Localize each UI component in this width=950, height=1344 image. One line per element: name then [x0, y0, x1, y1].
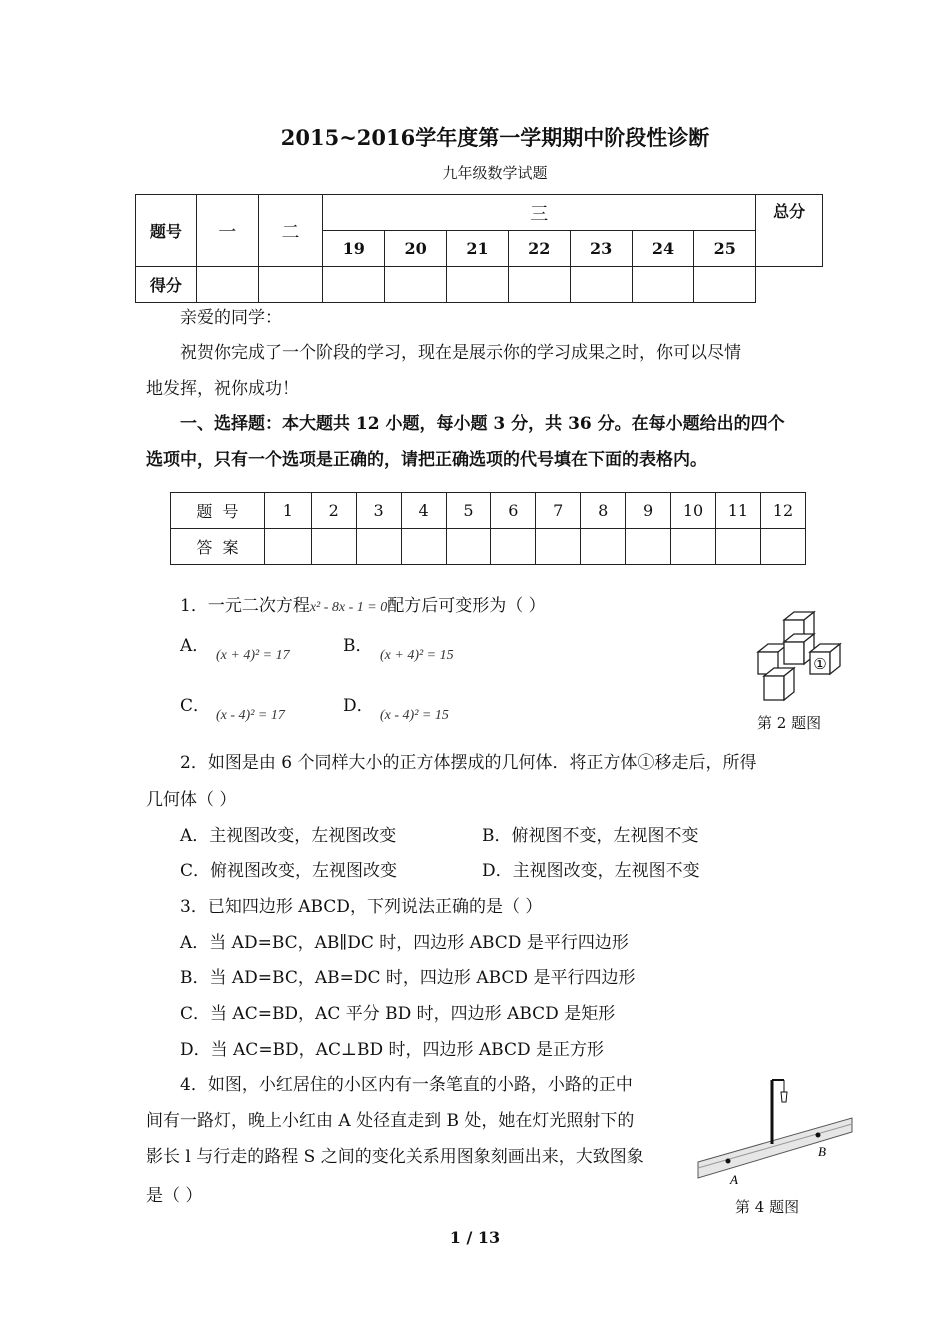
- answer-number: 2: [311, 493, 356, 529]
- q2-option-d: D．主视图改变，左视图不变: [482, 861, 700, 881]
- score-q22: 22: [508, 231, 570, 267]
- q2-option-b: B．俯视图不变，左视图不变: [482, 826, 699, 846]
- answer-cell: [536, 529, 581, 565]
- q1-option-d-label: D．: [343, 696, 374, 716]
- score-cell: [632, 267, 694, 303]
- q1-equation: x² - 8x - 1 = 0: [309, 600, 388, 615]
- q3-option-c: C．当 AC=BD，AC 平分 BD 时，四边形 ABCD 是矩形: [180, 1004, 616, 1024]
- score-q23: 23: [570, 231, 632, 267]
- section1-line-1: 一、选择题：本大题共 12 小题，每小题 3 分，共 36 分。在每小题给出的四个: [180, 414, 785, 434]
- score-cell: [196, 267, 258, 303]
- page-subtitle: 九年级数学试题: [442, 164, 548, 182]
- score-q25: 25: [694, 231, 756, 267]
- answer-number: 3: [356, 493, 401, 529]
- answer-number: 4: [401, 493, 446, 529]
- answer-number: 1: [264, 493, 311, 529]
- answer-cell: [626, 529, 671, 565]
- answer-cell: [311, 529, 356, 565]
- q1-option-d-expr: (x - 4)² = 15: [380, 708, 449, 723]
- score-q20: 20: [385, 231, 447, 267]
- score-q24: 24: [632, 231, 694, 267]
- q1-option-b-expr: (x + 4)² = 15: [380, 648, 454, 663]
- answer-number: 8: [581, 493, 626, 529]
- answer-cell: [446, 529, 491, 565]
- section1-line-2: 选项中，只有一个选项是正确的，请把正确选项的代号填在下面的表格内。: [146, 450, 707, 470]
- street-lamp-figure: [694, 1074, 856, 1194]
- answer-number: 7: [536, 493, 581, 529]
- answer-cell: [401, 529, 446, 565]
- score-cell: [447, 267, 509, 303]
- fig4-caption: 第 4 题图: [735, 1198, 800, 1216]
- score-section-1: 一: [196, 195, 258, 267]
- q1-prefix: 1．一元二次方程: [180, 596, 310, 616]
- answer-table: [170, 492, 806, 565]
- score-table: [135, 194, 823, 303]
- cubes-figure: [748, 608, 858, 710]
- answer-cell: [760, 529, 805, 565]
- answer-row-label-number: 题 号: [171, 493, 265, 529]
- answer-number: 10: [671, 493, 716, 529]
- q4-line-1: 4．如图，小红居住的小区内有一条笔直的小路，小路的正中: [180, 1075, 633, 1095]
- score-cell: [694, 267, 756, 303]
- score-total-label: 总分: [756, 195, 823, 267]
- answer-number: 6: [491, 493, 536, 529]
- q2-line-2: 几何体（ ）: [146, 790, 237, 810]
- score-cell: [570, 267, 632, 303]
- page-number: 1 / 13: [449, 1228, 501, 1247]
- q4-line-3: 影长 l 与行走的路程 S 之间的变化关系用图象刻画出来，大致图象: [146, 1147, 644, 1167]
- score-header-label: 题号: [136, 195, 197, 267]
- q4-line-2: 间有一路灯，晚上小红由 A 处径直走到 B 处，她在灯光照射下的: [146, 1111, 635, 1131]
- q3-option-a: A．当 AD=BC，AB∥DC 时，四边形 ABCD 是平行四边形: [180, 933, 629, 953]
- answer-cell: [264, 529, 311, 565]
- answer-cell: [356, 529, 401, 565]
- cube-marker: ①: [813, 655, 827, 673]
- answer-cell: [581, 529, 626, 565]
- score-section-3: 三: [323, 195, 756, 231]
- q1-stem: [180, 595, 546, 619]
- q2-option-c: C．俯视图改变，左视图改变: [180, 861, 398, 881]
- q1-option-a-expr: (x + 4)² = 17: [216, 648, 290, 663]
- answer-number: 12: [760, 493, 805, 529]
- q1-option-c-label: C．: [180, 696, 211, 716]
- score-section-2: 二: [258, 195, 323, 267]
- intro-line-2: 地发挥，祝你成功！: [146, 379, 299, 399]
- q3-stem: 3．已知四边形 ABCD，下列说法正确的是（ ）: [180, 897, 543, 917]
- answer-number: 5: [446, 493, 491, 529]
- point-a-label: A: [730, 1172, 738, 1187]
- score-row-label: 得分: [136, 267, 197, 303]
- score-q19: 19: [323, 231, 385, 267]
- answer-number: 11: [715, 493, 760, 529]
- score-cell: [323, 267, 385, 303]
- q2-line-1: 2．如图是由 6 个同样大小的正方体摆成的几何体．将正方体①移走后，所得: [180, 753, 757, 773]
- q3-option-d: D．当 AC=BD，AC⊥BD 时，四边形 ABCD 是正方形: [180, 1040, 605, 1060]
- q3-option-b: B．当 AD=BC，AB=DC 时，四边形 ABCD 是平行四边形: [180, 968, 636, 988]
- fig2-caption: 第 2 题图: [757, 714, 822, 732]
- q1-option-b-label: B．: [343, 636, 373, 656]
- score-cell: [508, 267, 570, 303]
- score-cell: [385, 267, 447, 303]
- q1-option-c-expr: (x - 4)² = 17: [216, 708, 285, 723]
- page-title: 2015~2016学年度第一学期期中阶段性诊断: [280, 125, 710, 150]
- answer-cell: [715, 529, 760, 565]
- answer-row-label-answer: 答 案: [171, 529, 265, 565]
- answer-number: 9: [626, 493, 671, 529]
- q1-option-a-label: A．: [180, 636, 210, 656]
- score-q21: 21: [447, 231, 509, 267]
- intro-greeting: 亲爱的同学：: [180, 308, 282, 328]
- answer-cell: [491, 529, 536, 565]
- q1-suffix: 配方后可变形为（ ）: [387, 596, 546, 616]
- point-b-label: B: [818, 1144, 826, 1159]
- answer-cell: [671, 529, 716, 565]
- q4-line-4: 是（ ）: [146, 1186, 203, 1206]
- score-cell: [258, 267, 323, 303]
- q2-option-a: A．主视图改变，左视图改变: [180, 826, 397, 846]
- intro-line-1: 祝贺你完成了一个阶段的学习，现在是展示你的学习成果之时，你可以尽情: [180, 343, 741, 363]
